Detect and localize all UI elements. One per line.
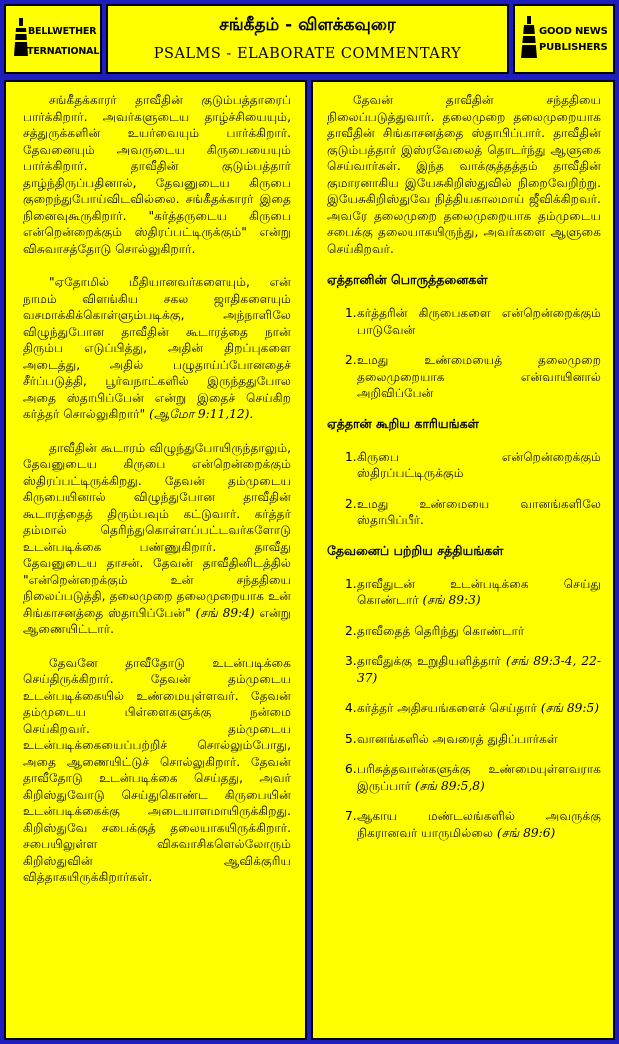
paragraph-text: என்று ஆணையிட்டார்.	[23, 605, 291, 636]
title-english: PSALMS - ELABORATE COMMENTARY	[153, 46, 462, 62]
good-news-logo	[513, 4, 615, 74]
list-item: 3. தாவீதுக்கு உறுதியளித்தார் (சங் 89:3-4, 22-37)	[345, 654, 602, 685]
section-heading: ஏத்தானின் பொருத்தனைகள்	[327, 272, 488, 287]
bellwether-logo	[4, 4, 102, 74]
scripture-reference: (சங் 89:5)	[540, 701, 600, 715]
truths-list	[327, 576, 601, 842]
statements-list	[327, 449, 601, 529]
paragraph: தேவனே தாவீதோடு உடன்படிக்கை செய்திருக்கிறார். தேவன் தம்முடைய உடன்படிக்கையில் உண்மையுள்ளவர். தேவன் தம்முடைய பிள்ளைகளுக்கு நன்மை செய்கிறவர். தம்முடைய உடன்படிக்கையைப்பற்றிச் சொல்லும்போது, அதை ஆணையிட்டுச் சொல்லுகிறார். தேவன் தாவீதோடு உடன்படிக்கை செய்தது, அவர் கிறிஸ்துவோடு செய்துகொண்ட கிருபையின் உடன்படிக்கைக்கு அடையாளமாயிருக்கிறது. கிறிஸ்துவே சபைக்குத் தலையாகயிருக்கிறார். சபையிலுள்ள விசுவாசிகளெல்லோரும் கிறிஸ்துவின் ஆவிக்குரிய வித்தாகயிருக்கிறார்கள்.	[23, 655, 291, 884]
logo-left-line2: INTERNATIONAL	[16, 46, 100, 57]
list-item: 4. கர்த்தர் அதிசயங்களைச் செய்தார் (சங் 89:5)	[345, 701, 600, 715]
section-heading: தேவனைப் பற்றிய சத்தியங்கள்	[327, 542, 504, 558]
logo-right-line1: GOOD NEWS	[539, 26, 608, 37]
list-item: 1. கர்த்தரின் கிருபைகளை என்றென்றைக்கும் பாடுவேன்	[345, 306, 601, 337]
list-item: 2. உமது உண்மையை வானங்களிலே ஸ்தாபிப்பீர்.	[345, 496, 601, 527]
logo-right-line2: PUBLISHERS	[539, 42, 608, 53]
title-tamil: சங்கீதம் - விளக்கவுரை	[219, 15, 396, 35]
list-item: 5. வானங்களில் அவரைத் துதிப்பார்கள்	[345, 731, 558, 746]
scripture-reference: (சங் 89:3-4, 22-37)	[357, 654, 602, 685]
title-banner	[106, 4, 509, 74]
paragraph-text: "ஏதோமில் மீதியானவர்களையும், என் நாமம் விளங்கிய சகல ஜாதிகளையும் வசமாக்கிக்கொள்ளும்படிக்கு, அந்நாளிலே விழுந்துபோன தாவீதின் கூடாரத்தை நான் திரும்ப எடுப்பித்து, அதின் திறப்புகளை அடைத்து, அதில் பழுதாய்ப்போனதைச் சீர்ப்படுத்தி, பூர்வநாட்களில் இருந்ததுபோல அதை ஸ்தாபிப்பேன் என்று இதைச் செய்கிற கர்த்தர் சொல்லுகிறார்"	[23, 275, 291, 421]
logo-left-line1: BELLWETHER	[28, 26, 97, 37]
left-column	[4, 80, 307, 1040]
paragraph	[23, 274, 291, 423]
scripture-reference: (சங் 89:4)	[195, 605, 255, 620]
paragraph	[23, 440, 291, 638]
list-item: 6. பரிசுத்தவான்களுக்கு உண்மையுள்ளவராக இருப்பார் (சங் 89:5,8)	[345, 762, 601, 793]
list-item: 1. கிருபை என்றென்றைக்கும் ஸ்திரப்பட்டிருக்கும்	[345, 449, 601, 480]
scripture-reference: (சங் 89:5,8)	[414, 778, 485, 793]
paragraph-text: தாவீதின் கூடாரம் விழுந்துபோயிருந்தாலும், தேவனுடைய கிருபை என்றென்றைக்கும் ஸ்திரப்பட்டிருக்கிறது. தேவன் தம்முடைய கிருபையினால் விழுந்துபோன தாவீதின் கூடாரத்தைத் திரும்பவும் கட்டுவார். கர்த்தர் தம்மால் தெரிந்துகொள்ளப்பட்டவர்களோடு உடன்படிக்கை பண்ணுகிறார். தாவீது தேவனுடைய தாசன். தேவன் தாவீதினிடத்தில் "என்றென்றைக்கும் உன் சந்ததியை நிலைப்படுத்தி, தலைமுறை தலைமுறையாக உன் சிங்காசனத்தை ஸ்தாபிப்பேன்"	[23, 440, 291, 620]
scripture-reference: (சங் 89:6)	[497, 825, 556, 840]
paragraph: தேவன் தாவீதின் சந்ததியை நிலைப்படுத்துவார். தலைமுறை தலைமுறையாக தாவீதின் சிங்காசனத்தை ஸ்தாபிப்பார். தாவீதின் குடும்பத்தார் இஸ்ரவேலைத் தொடர்ந்து ஆளுகை செய்வார்கள். இந்த வாக்குத்தத்தம் தாவீதின் குமாரனாகிய இயேசுகிறிஸ்துவில் நிறைவேறிற்று. இயேசுகிறிஸ்துவே நித்தியகாலமாய் ஜீவிக்கிறவர். அவரே தலைமுறை தலைமுறையாக தம்முடைய சபைக்கு தலையாகயிருந்து, அவர்களை ஆளுகை செய்கிறவர்.	[327, 93, 601, 256]
list-item: 7. ஆகாய மண்டலங்களில் அவருக்கு நிகரானவர் யாருமில்லை (சங் 89:6)	[345, 809, 601, 840]
list-item: 1. தாவீதுடன் உடன்படிக்கை செய்து கொண்டார் (சங் 89:3)	[345, 576, 601, 607]
list-item: 2. தாவீதைத் தெரிந்து கொண்டார்	[345, 623, 525, 638]
scripture-reference: (ஆமோ 9:11,12).	[149, 407, 254, 421]
list-item: 2. உமது உண்மையைத் தலைமுறை தலைமுறையாக என்வாயினால் அறிவிப்பேன்	[345, 353, 601, 400]
lamp-icon	[521, 16, 537, 60]
paragraph: சங்கீதக்காரர் தாவீதின் குடும்பத்தாரைப் பார்க்கிறார். அவர்களுடைய தாழ்ச்சியையும், சத்துருக்களின் உயர்வையும் பார்க்கிறார். தேவனையும் அவருடைய கிருபையையும் பார்க்கிறார். தாவீதின் குடும்பத்தார் தாழ்ந்திருப்பதினால், தேவனுடைய கிருபை குறைந்துபோய்விடவில்லை. சங்கீதக்காரர் இதை நினைவுகூருகிறார். "கர்த்தருடைய கிருபை என்றென்றைக்கும் ஸ்திரப்பட்டிருக்கும்" என்று விசுவாசத்தோடு சொல்லுகிறார்.	[23, 93, 291, 256]
right-column	[311, 80, 615, 1040]
vows-list	[327, 305, 601, 402]
section-heading: ஏத்தான் கூறிய காரியங்கள்	[327, 415, 479, 431]
scripture-reference: (சங் 89:3)	[422, 593, 481, 607]
